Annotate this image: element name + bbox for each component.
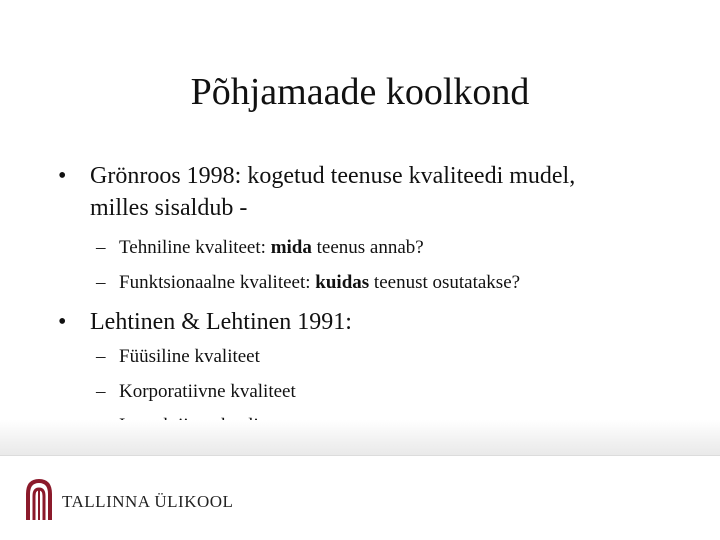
bullet-mark: •: [58, 309, 67, 335]
bullet-item: [58, 160, 698, 224]
sub-dash: –: [96, 237, 106, 258]
sub-text-post: teenust osutatakse?: [369, 272, 521, 293]
footer-divider: [0, 455, 720, 456]
sub-text-pre: Funktsionaalne kvaliteet:: [119, 272, 316, 293]
sub-text-bold: kuidas: [315, 272, 370, 293]
slide-title: Põhjamaade koolkond: [190, 71, 530, 113]
sub-text: Füüsiline kvaliteet: [119, 346, 260, 367]
footer-band: [0, 420, 720, 456]
sub-text: [119, 235, 424, 261]
sub-dash: –: [96, 346, 106, 367]
bullet-text-line1: Lehtinen & Lehtinen 1991:: [90, 309, 352, 335]
sub-text-pre: Tehniline kvaliteet:: [119, 237, 271, 258]
logo-text: TALLINNA ÜLIKOOL: [62, 492, 234, 511]
tallinn-university-emblem-icon: [24, 478, 54, 522]
bullet-text-line2: milles sisaldub -: [90, 195, 248, 221]
sub-text: [119, 270, 520, 296]
bullet-item: [58, 306, 698, 338]
sub-text-post: teenus annab?: [311, 237, 424, 258]
bullet-mark: •: [58, 163, 67, 189]
bullet-text-line1: Grönroos 1998: kogetud teenuse kvaliteedi mudel,: [90, 163, 576, 189]
sub-text: Korporatiivne kvaliteet: [119, 381, 296, 402]
sub-dash: –: [96, 381, 106, 402]
sub-dash: –: [96, 272, 106, 293]
sub-text-bold: mida: [270, 237, 312, 258]
